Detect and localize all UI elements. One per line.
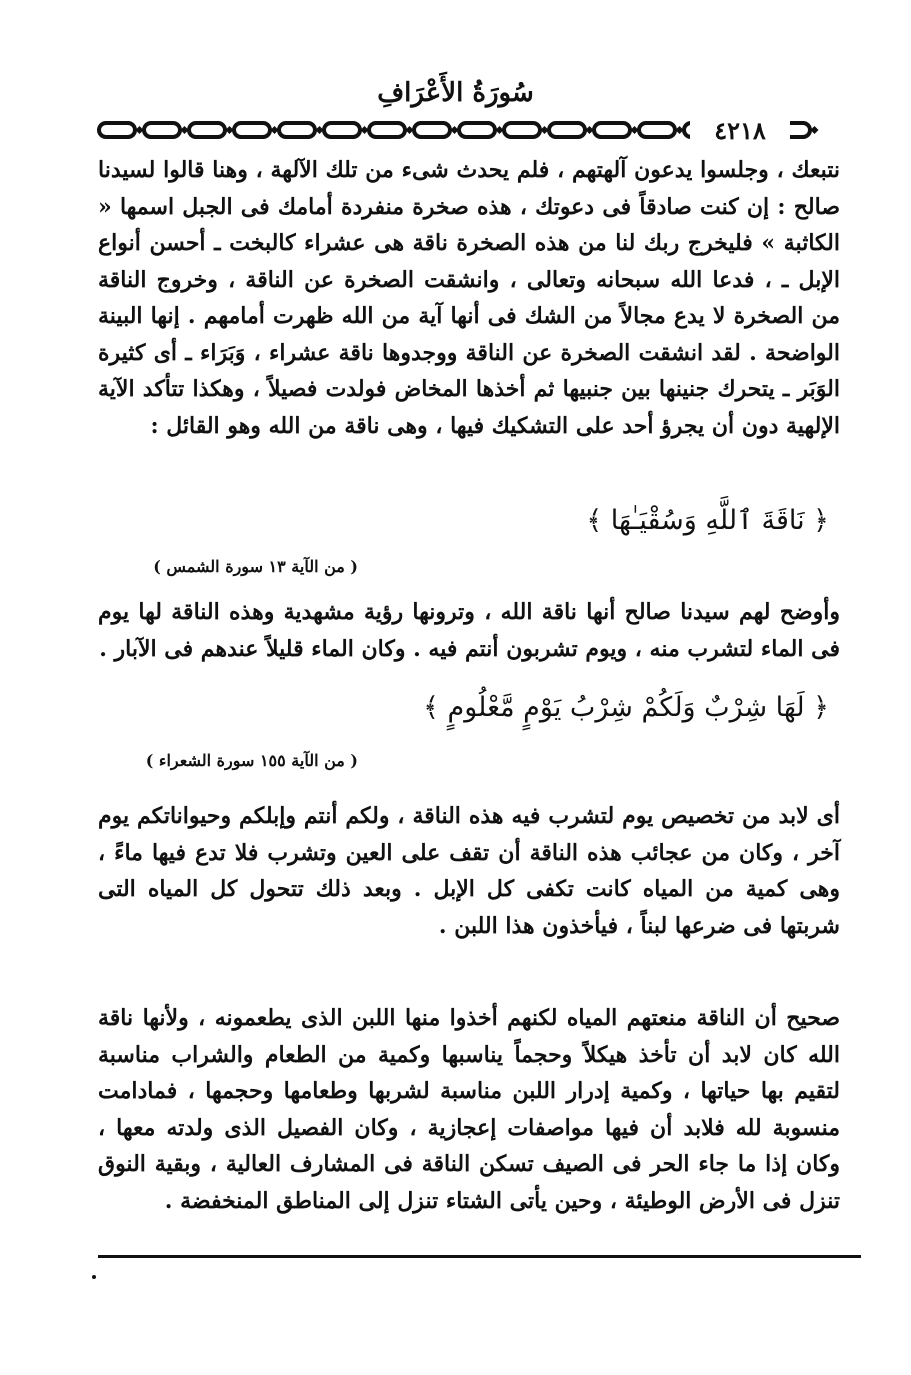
chain-link: [594, 123, 630, 137]
ink-speck: [92, 1275, 96, 1279]
paragraph-2: وأوضح لهم سيدنا صالح أنها ناقة الله ، وترونها رؤية مشهدية وهذه الناقة لها يوم فى الماء لتشرب منه ، ويوم تشربون أنتم فيه . وكان الماء قليلاً عندهم فى الآبار .: [98, 599, 840, 662]
page-number: ٤٢١٨: [690, 116, 790, 145]
chain-link: [504, 123, 540, 137]
chain-link: [369, 123, 405, 137]
verse-reference-2: ( من الآية ١٥٥ سورة الشعراء ): [145, 751, 358, 770]
paragraph-3: أى لابد من تخصيص يوم لتشرب فيه هذه الناقة ، ولكم أنتم وإبلكم وحيواناتكم يوم آخر ، وكان من عجائب هذه الناقة أن تقف على العين وتشرب فلا تدع فيها ماءً ، وهى كمية من المياه كانت تكفى كل الإبل . وبعد ذلك تتحول كل المياه التى شربتها فى ضرعها لبناً ، فيأخذون هذا اللبن .: [98, 803, 840, 939]
chain-diamond: [811, 126, 819, 134]
chain-link: [324, 123, 360, 137]
chain-link: [99, 123, 135, 137]
verse-reference-1: ( من الآية ١٣ سورة الشمس ): [153, 557, 358, 576]
quran-verse-1: ﴿ نَاقَةَ ٱللَّهِ وَسُقْيَـٰهَا ﴾: [586, 505, 829, 536]
chain-link: [414, 123, 450, 137]
chain-link: [279, 123, 315, 137]
chain-link: [234, 123, 270, 137]
paragraph-4: صحيح أن الناقة منعتهم المياه لكنهم أخذوا منها اللبن الذى يطعمونه ، ولأنها ناقة الله كان لابد أن تأخذ هيكلاً وحجماً يناسبها وكمية من الطعام والشراب مناسبة لتقيم بها حياتها ، وكمية إدرار اللبن مناسبة لشربها وطعامها وحجمها ، فمادامت منسوبة لله فلابد أن فيها مواصفات إعجازية ، وكان الفصيل الذى ولدته معها ، وكان إذا ما جاء الحر فى الصيف تسكن الناقة فى المشارف العالية ، وبقية النوق تنزل فى الأرض الوطيئة ، وحين يأتى الشتاء تنزل إلى المناطق المنخفضة .: [98, 1005, 840, 1214]
chain-link: [144, 123, 180, 137]
chain-link: [549, 123, 585, 137]
quran-verse-2: ﴿ لَهَا شِرْبٌ وَلَكُمْ شِرْبُ يَوْمٍ مَّعْلُومٍ ﴾: [423, 692, 829, 723]
bottom-rule: [98, 1255, 861, 1258]
paragraph-1: نتبعك ، وجلسوا يدعون آلهتهم ، فلم يحدث شىء من تلك الآلهة ، وهنا قالوا لسيدنا صالح : إن كنت صادقاً فى دعوتك ، هذه صخرة منفردة أمامك فى الجبل اسمها « الكاثبة » فليخرج ربك لنا من هذه الصخرة ناقة هى عشراء كالبخت ـ أحسن أنواع الإبل ـ ، فدعا الله سبحانه وتعالى ، وانشقت الصخرة عن الناقة ، وخروج الناقة من الصخرة لا يدع مجالاً من الشك فى أنها آية من الله ظهرت أمامهم . إنها البينة الواضحة . لقد انشقت الصخرة عن الناقة ووجدوها ناقة عشراء ، وَبَرَاء ـ أى كثيرة الوَبَر ـ يتحرك جنينها بين جنبيها ثم أخذها المخاض فولدت فصيلاً ، وهكذا تتأكد الآية الإلهية دون أن يجرؤ أحد على التشكيك فيها ، وهى ناقة من الله وهو القائل :: [98, 157, 840, 439]
surah-title: سُورَةُ الأَعْرَافِ: [377, 78, 534, 108]
chain-link: [459, 123, 495, 137]
chain-link: [639, 123, 675, 137]
chain-link: [189, 123, 225, 137]
